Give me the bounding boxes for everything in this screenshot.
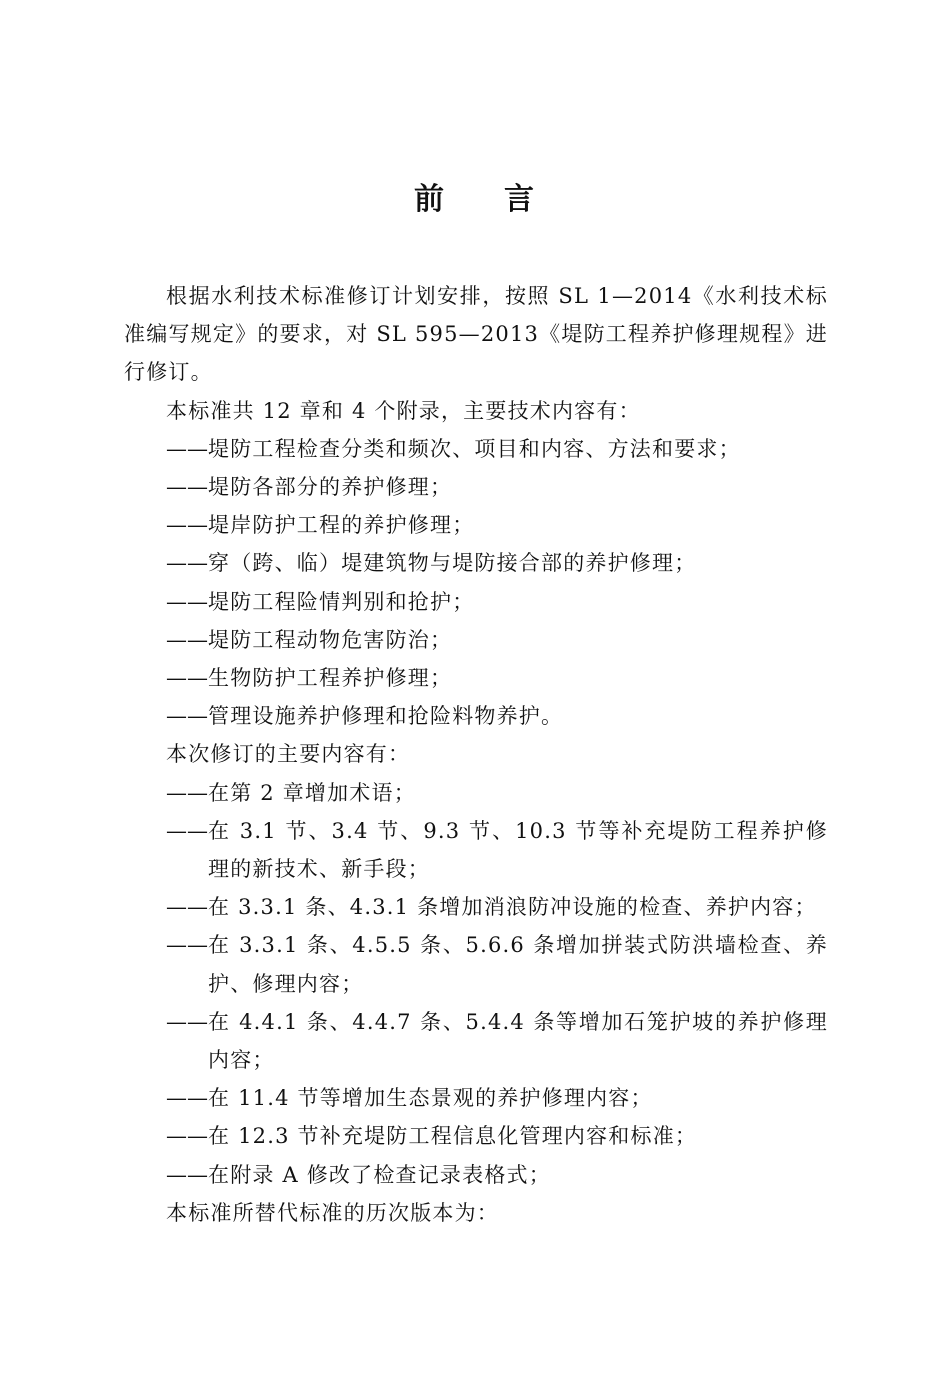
revision-heading: 本次修订的主要内容有： <box>166 742 411 767</box>
content-heading: 本标准共 12 章和 4 个附录，主要技术内容有： <box>166 398 641 423</box>
document-body <box>124 277 828 1232</box>
list-item <box>124 506 828 544</box>
title-part-2: 言 <box>504 182 536 217</box>
list-item <box>124 621 828 659</box>
list-item-text: 管理设施养护修理和抢险料物养护。 <box>208 704 564 729</box>
list-item-text: 在附录 A 修改了检查记录表格式； <box>208 1162 551 1187</box>
list-item <box>124 544 828 582</box>
list-item-text: 生物防护工程养护修理； <box>208 666 453 691</box>
page-title <box>0 180 950 220</box>
list-item <box>124 888 828 926</box>
list-item-text: 堤防各部分的养护修理； <box>208 475 453 500</box>
dash-marker: —— <box>166 436 208 461</box>
list-item <box>124 1156 828 1194</box>
list-item <box>124 1079 828 1117</box>
list-item-text: 在 3.1 节、3.4 节、9.3 节、10.3 节等补充堤防工程养护修理的新技术、新手段； <box>208 818 828 882</box>
list-item-text: 在 11.4 节等增加生态景观的养护修理内容； <box>208 1086 653 1111</box>
list-item <box>124 1003 828 1079</box>
list-item <box>124 926 828 1002</box>
dash-marker: —— <box>166 1124 208 1149</box>
list-item-text: 在 4.4.1 条、4.4.7 条、5.4.4 条等增加石笼护坡的养护修理内容； <box>208 1009 828 1073</box>
list-item <box>124 659 828 697</box>
list-item-text: 在第 2 章增加术语； <box>208 780 416 805</box>
list-item-text: 在 12.3 节补充堤防工程信息化管理内容和标准； <box>208 1124 698 1149</box>
list-item <box>124 583 828 621</box>
dash-marker: —— <box>166 475 208 500</box>
dash-marker: —— <box>166 818 208 843</box>
dash-marker: —— <box>166 513 208 538</box>
content-list <box>124 430 828 736</box>
list-item <box>124 812 828 888</box>
list-item <box>124 697 828 735</box>
revision-list <box>124 774 828 1194</box>
dash-marker: —— <box>166 666 208 691</box>
list-item-text: 堤岸防护工程的养护修理； <box>208 513 475 538</box>
list-item <box>124 468 828 506</box>
list-item-text: 堤防工程动物危害防治； <box>208 627 453 652</box>
dash-marker: —— <box>166 1009 208 1034</box>
list-item-text: 堤防工程检查分类和频次、项目和内容、方法和要求； <box>208 436 741 461</box>
list-item-text: 穿（跨、临）堤建筑物与堤防接合部的养护修理； <box>208 551 697 576</box>
list-item <box>124 1117 828 1155</box>
dash-marker: —— <box>166 895 208 920</box>
dash-marker: —— <box>166 933 208 958</box>
list-item-text: 堤防工程险情判别和抢护； <box>208 589 475 614</box>
dash-marker: —— <box>166 704 208 729</box>
dash-marker: —— <box>166 627 208 652</box>
dash-marker: —— <box>166 780 208 805</box>
list-item-text: 在 3.3.1 条、4.5.5 条、5.6.6 条增加拼装式防洪墙检查、养护、修理内容； <box>208 933 828 996</box>
list-item <box>124 774 828 812</box>
list-item-text: 在 3.3.1 条、4.3.1 条增加消浪防冲设施的检查、养护内容； <box>208 895 817 920</box>
intro-paragraph: 根据水利技术标准修订计划安排，按照 SL 1—2014《水利技术标准编写规定》的要求，对 SL 595—2013《堤防工程养护修理规程》进行修订。 <box>124 284 828 385</box>
dash-marker: —— <box>166 1162 208 1187</box>
title-part-1: 前 <box>414 182 446 217</box>
replaced-versions-heading: 本标准所替代标准的历次版本为： <box>166 1200 499 1225</box>
list-item <box>124 430 828 468</box>
dash-marker: —— <box>166 1086 208 1111</box>
dash-marker: —— <box>166 551 208 576</box>
dash-marker: —— <box>166 589 208 614</box>
